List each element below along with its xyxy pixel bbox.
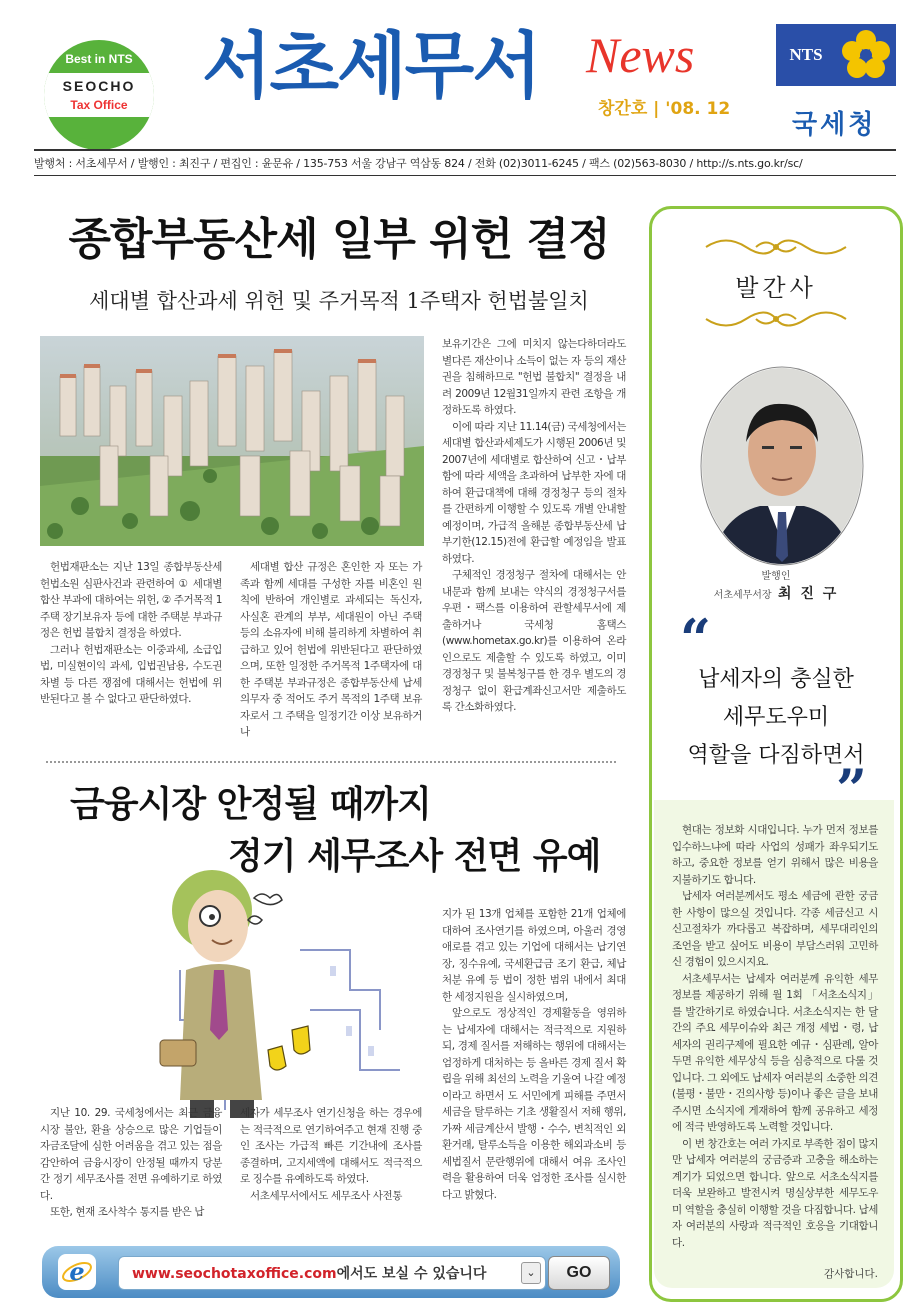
open-quote-icon: “	[680, 607, 712, 671]
article2-column-2	[240, 1105, 422, 1204]
foreword-para3: 서초세무서는 납세자 여러분께 유익한 세무정보를 제공하기 위해 월 1회 「서초소식지」를 발간하기로 하였습니다. 서초소식지는 한 달간의 주요 세무이슈와 최근 개정 세법・령, 납세자의 권리구제에 필요한 예규・심판례, 알아두면 유익한 세무상식 등을 심층적으로 다룰 것입니다. 그 외에도 납세자 여러분의 소중한 의견(불평・불만・건의사항 등)이나 좋은 글을 보내주시면 소식지에 게재하여 함께 공유하고 세정에 적극 반영하도록 노력할 것입니다.	[672, 972, 878, 1133]
newsletter-title: 서초세무서	[202, 24, 540, 108]
foreword-closing: 감사합니다.	[823, 1268, 878, 1280]
article1-col2-para1: 세대별 합산 규정은 혼인한 자 또는 가족과 함께 세대를 구성한 자를 비혼인 원칙에 반하여 개인별로 과세되는 독신자, 사실혼 관계의 부부, 세대원이 아닌 주택 등의 소유자에 비해 불리하게 차별하여 취급하고 있어 헌법에 위반된다고 판단하였으며, 또한 일정한 주거목적 1주택자에 대한 주택분 부과규정은 종합부동산세 납세의무자 중 적어도 주거 목적의 1주택 보유자로서 그 주택을 일정기간 이상 보유하거나	[240, 561, 422, 738]
article2-headline-line2: 정기 세무조사 전면 유예	[228, 835, 601, 877]
go-button[interactable]: GO	[548, 1256, 610, 1290]
businessman-illustration	[150, 870, 410, 1132]
article1-column-1	[40, 559, 222, 708]
url-suffix: 에서도 보실 수 있습니다	[336, 1266, 487, 1282]
foreword-para2: 납세자 여러분께서도 평소 세금에 관한 궁금한 사항이 많으실 것입니다. 각종 세금신고 시 신고절차가 까다롭고 복잡하며, 세무대리인의 조언을 받고 싶어도 비용이 부담스러워 고민하신 경험이 있으시지요.	[672, 890, 878, 968]
publisher-name: 최 진 구	[778, 586, 839, 602]
article1-col1-para2: 그러나 헌법재판소는 이중과세, 소급입법, 미실현이익 과세, 입법권남용, 수도권차별 등 다른 쟁점에 대해서는 헌법에 위반된다고 볼 수 없다고 판단하였다.	[40, 643, 222, 705]
foreword-para1: 현대는 정보화 시대입니다. 누가 먼저 정보를 입수하느냐에 따라 사업의 성패가 좌우되기도 하고, 중요한 정보를 얻기 위해서 많은 비용을 지불하기도 합니다.	[672, 824, 878, 886]
masthead-rule-bottom	[34, 175, 896, 176]
foreword-body	[672, 822, 878, 1251]
nts-logo-text: NTS	[776, 24, 836, 86]
article1-col1-para1: 헌법재판소는 지난 13일 종합부동산세 헌법소원 심판사건과 관련하여 ① 세대별 합산 부과에 대하여는 위헌, ② 주거목적 1주택 장기보유자 등에 대한 주택분 부과규정은 헌법 불합치 결정을 하였다.	[40, 561, 223, 639]
motto-line-3: 역할을 다짐하면서	[687, 743, 865, 768]
badge-line3: Tax Office	[70, 98, 128, 112]
article1-subhead: 세대별 합산과세 위헌 및 주거목적 1주택자 헌법불일치	[89, 289, 589, 313]
news-wordmark: News	[586, 27, 695, 83]
article2-column-3	[442, 906, 626, 1203]
badge-line1: Best in NTS	[65, 52, 133, 66]
article-divider	[46, 761, 616, 763]
article1-col3-para1: 보유기간은 그에 미치지 않는다하더라도 별다른 재산이나 소득이 없는 자 등의 재산권을 침해하므로 "헌법 불합치" 결정을 내려 2009년 12월31일까지 관련 조항을 개정하도록 하였다.	[442, 338, 626, 416]
publisher-role: 발행인	[761, 571, 791, 582]
publisher-portrait	[700, 366, 864, 566]
svg-text:e: e	[69, 1257, 85, 1286]
article2-headline-line1: 금융시장 안정될 때까지	[70, 783, 431, 825]
website-url[interactable]: www.seochotaxoffice.com	[132, 1266, 337, 1282]
motto-line-2: 세무도우미	[722, 705, 830, 730]
foreword-title: 발간사	[735, 274, 817, 302]
ornament-bottom-icon	[696, 304, 856, 334]
masthead-rule	[34, 149, 896, 151]
article1-col3-para3: 구체적인 경정청구 절차에 대해서는 안내문과 함께 보내는 약식의 경정청구서를 우편・팩스를 이용하여 관할세무서에 제출하거나 국세청 홈택스(www.hometax.go.kr)를 이용하여 온라인으로도 제출할 수 있도록 하였고, 이미 경정청구 및 불복청구를 한 경우 별도의 경정청구 없이 환급계좌신고서만 제출하도록 간소화하였다.	[442, 569, 626, 713]
issue-label: 창간호 | '08. 12	[598, 99, 731, 119]
article2-col1-para1: 지난 10. 29. 국세청에서는 최근 금융시장 불안, 환율 상승으로 많은 기업들이 자금조달에 심한 어려움을 겪고 있는 점을 감안하여 금융시장이 안정될 때까지 당분간 정기 세무조사를 전면 유예하기로 하였다.	[40, 1107, 222, 1202]
article2-col1-para2: 또한, 현재 조사착수 통지를 받은 납	[50, 1206, 205, 1218]
article2-col3-para1: 지가 된 13개 업체를 포함한 21개 업체에 대하여 조사연기를 하였으며, 아울러 경영애로를 겪고 있는 기업에 대해서는 납기연장, 징수유예, 국세환급금 조기 환급, 체납처분 유예 등 법이 정한 범위 내에서 최대한 세정지원을 실시하였으며,	[442, 908, 626, 1003]
article2-col2-para2: 서초세무서에서도 세무조사 사전통	[250, 1189, 403, 1202]
publisher-org: 서초세무서장	[713, 590, 772, 601]
motto-line-1: 납세자의 충실한	[698, 667, 854, 692]
article1-column-3	[442, 336, 626, 716]
apartment-complex-photo	[40, 336, 424, 546]
publication-info: 발행처 : 서초세무서 / 발행인 : 최진구 / 편집인 : 윤문유 / 135-753 서울 강남구 역삼동 824 / 전화 (02)3011-6245 / 팩스 (02)563-8030 / http://s.nts.go.kr/sc/	[34, 157, 803, 170]
agency-name: 국세청	[792, 110, 877, 140]
foreword-para4: 이 번 창간호는 여러 가지로 부족한 점이 많지만 납세자 여러분의 궁금증과 고충을 해소하는 계기가 되었으면 합니다. 앞으로 서초소식지를 더욱 보완하고 발전시켜 명실상부한 세무도우미 역할을 충실히 이행할 것을 다짐합니다. 납세자 여러분의 사랑과 적극적인 호응을 기대합니다.	[672, 1137, 878, 1249]
article2-column-1	[40, 1105, 222, 1221]
browser-icon[interactable]	[58, 1254, 96, 1290]
flower-emblem-icon	[836, 24, 896, 86]
article2-col2-para1: 세자가 세무조사 연기신청을 하는 경우에는 적극적으로 연기하여주고 현재 진행 중인 조사는 가급적 빠른 기간내에 조사를 종결하며, 고지세액에 대해서도 적극적으로 징수를 유예하도록 하였다.	[240, 1107, 422, 1185]
article1-headline: 종합부동산세 일부 위헌 결정	[68, 214, 610, 265]
nts-logo	[776, 24, 896, 86]
badge-line2: SEOCHO	[62, 78, 136, 94]
best-in-nts-badge	[44, 40, 154, 150]
article1-column-2	[240, 559, 422, 741]
article1-col3-para2: 이에 따라 지난 11.14(금) 국세청에서는 세대별 합산과세제도가 시행된 2006년 및 2007년에 세대별로 합산하여 신고・납부함에 따라 세액을 초과하여 납부한 자에 대하여 환급대책에 대해 경정청구 등의 절차를 간편하게 이행할 수 있도록 개별 안내할 예정이며, 가급적 올해분 종합부동산세 납부기한(12.15)전에 환급할 예정임을 발표하였다.	[442, 420, 626, 565]
article2-col3-para2: 앞으로도 정상적인 경제활동을 영위하는 납세자에 대해서는 적극적으로 지원하되, 경제 질서를 저해하는 행위에 대해서는 엄정하게 대처하는 등 올바른 경제 질서 확립을 위해 최선의 노력을 기울여 나갈 예정이라고 하면서 도 서민에게 피해를 주면서 세금을 탈루하는 기초 생활질서 저해 행위, 가짜 세금계산서 발행・수수, 변칙적인 외환거래, 탈루소득을 이용한 해외과소비 등 세법질서 문란행위에 대해서 여유 조사인력을 활용하여 더욱 엄정한 조사를 실시한다고 밝혔다.	[442, 1007, 626, 1201]
close-quote-icon: ”	[836, 757, 868, 821]
ornament-top-icon	[696, 232, 856, 262]
chevron-down-icon[interactable]: ⌄	[521, 1262, 541, 1284]
url-text[interactable]	[132, 1263, 486, 1283]
publisher-caption	[649, 583, 903, 603]
